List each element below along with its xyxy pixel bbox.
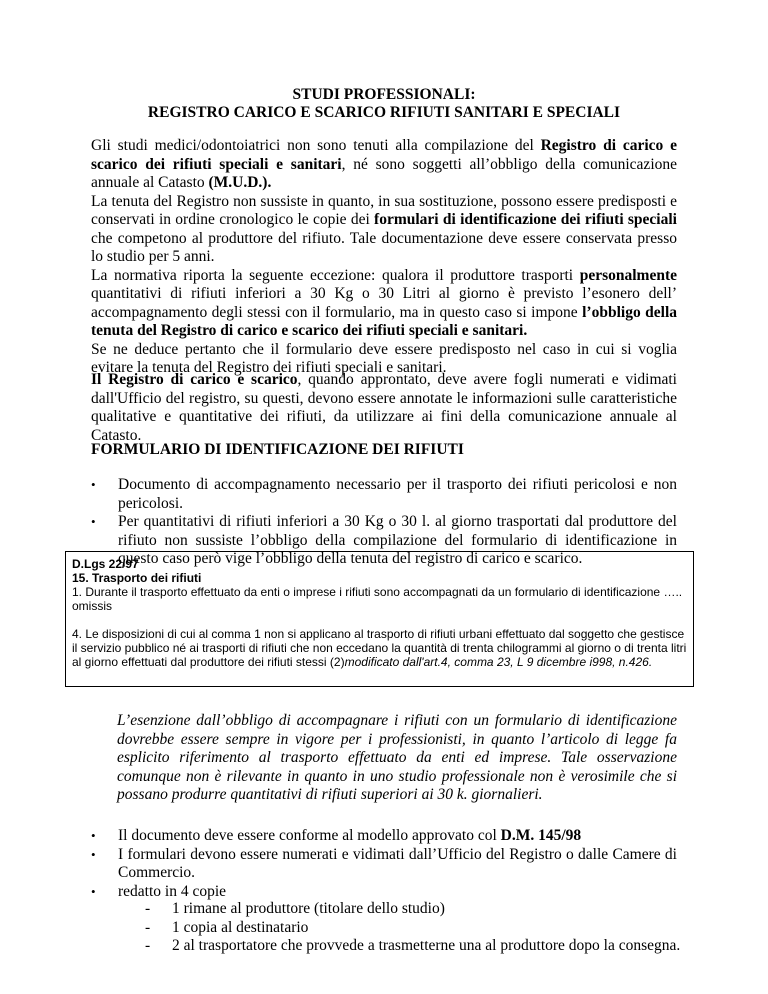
list-item: - 1 rimane al produttore (titolare dello studio) xyxy=(145,900,445,917)
bullet-icon: • xyxy=(91,883,96,899)
registro-heading-term: Il Registro di carico e scarico xyxy=(91,371,298,388)
list-item: • Il documento deve essere conforme al modello approvato col D.M. 145/98 xyxy=(91,827,582,844)
law-comma-4: 4. Le disposizioni di cui al comma 1 non si applicano al trasporto di rifiuti urbani effettuato dal soggetto che gestisce il servizio pubblico né ai trasporti di rifiuti che non eccedano la quantità di trenta chilogrammi al giorno o di trenta litri al giorno effettuati dal produttore dei rifiuti stessi (2)modificato dall'art.4, comma 23, L 9 dicembre i998, n.426. xyxy=(72,627,687,669)
list-item: • Documento di accompagnamento necessario per il trasporto dei rifiuti pericolosi e non pericolosi. xyxy=(91,476,677,512)
bullet-icon: • xyxy=(91,477,96,492)
dm-reference: D.M. 145/98 xyxy=(500,827,582,844)
registro-term: Registro di carico e scarico dei rifiuti speciali e sanitari xyxy=(91,137,677,173)
law-comma-1: 1. Durante il trasporto effettuato da enti o imprese i rifiuti sono accompagnati da un formulario di identificazione ….. omissis xyxy=(72,585,683,613)
bullet-icon: • xyxy=(91,846,96,862)
exemption-note: L’esenzione dall’obbligo di accompagnare i rifiuti con un formulario di identificazione dovrebbe essere sempre in vigore per i professionisti, in quanto l’articolo di legge fa esplicito riferimento al trasporto effettuato da enti ed imprese. Tale osservazione comunque non è rilevante in quanto in uno studio professionale non è verosimile che si possano produrre quantitativi di rifiuti superiori ai 30 k. giornalieri. xyxy=(117,712,677,803)
title-line-2: REGISTRO CARICO E SCARICO RIFIUTI SANITARI E SPECIALI xyxy=(147,104,621,121)
law-amendment-note: modificato dall'art.4, comma 23, L 9 dicembre i998, n.426. xyxy=(344,655,653,669)
personalmente-term: personalmente xyxy=(579,266,677,284)
list-item: • redatto in 4 copie xyxy=(91,882,227,900)
law-excerpt-box xyxy=(65,551,694,687)
list-item: • I formulari devono essere numerati e vidimati dall’Ufficio del Registro o dalle Camere di Commercio. xyxy=(91,845,677,881)
bullet-icon: • xyxy=(91,514,96,529)
dash-icon: - xyxy=(145,937,151,954)
list-item: • Per quantitativi di rifiuti inferiori a 30 Kg o 30 l. al giorno trasportati dal produttore del rifiuto non sussiste l’obbligo della compilazione del formulario di identificazione in questo caso però vige l’obbligo della tenuta del registro di carico e scarico. xyxy=(91,513,677,567)
formulari-term: formulari di identificazione dei rifiuti speciali xyxy=(374,211,677,228)
intro-paragraph: Gli studi medici/odontoiatrici non sono tenuti alla compilazione del Registro di carico e scarico dei rifiuti speciali e sanitari, né sono soggetti all’obbligo della comunicazione annuale al Catasto (M.U.D.). La tenuta del Registro non sussiste in quanto, in sua sostituzione, possono essere predisposti e conservati in ordine cronologico le copie dei formulari di identificazione dei rifiuti speciali che competono al produttore del rifiuto. Tale documentazione deve essere conservata presso lo studio per 5 anni. La normativa riporta la seguente eccezione: qualora il produttore trasporti personalmente quantitativi di rifiuti inferiori a 30 Kg o 30 Litri al giorno è previsto l’esonero dell’ accompagnamento degli stessi con il formulario, ma in questo caso si impone l’obbligo della tenuta del Registro di carico e scarico dei rifiuti speciali e sanitari. Se ne deduce pertanto che il formulario deve essere predisposto nel caso in cui si voglia evitare la tenuta del Registro dei rifiuti speciali e sanitari. xyxy=(91,137,678,376)
list-item: - 1 copia al destinatario xyxy=(145,918,309,936)
requirements-bullet-list xyxy=(91,827,677,901)
law-article-title: 15. Trasporto dei rifiuti xyxy=(72,571,202,585)
mud-term: (M.U.D.). xyxy=(208,174,272,191)
bullet-icon: • xyxy=(91,828,96,843)
list-item: - 2 al trasportatore che provvede a trasmetterne una al produttore dopo la consegna. xyxy=(145,937,681,954)
title-line-1: STUDI PROFESSIONALI: xyxy=(292,86,476,103)
formulario-heading: FORMULARIO DI IDENTIFICAZIONE DEI RIFIUTI xyxy=(91,441,464,458)
copies-sub-list xyxy=(145,900,685,956)
law-reference: D.Lgs 22/97 xyxy=(72,557,139,571)
obbligo-term: l’obbligo della tenuta del Registro di carico e scarico dei rifiuti speciali e sanitari. xyxy=(91,303,678,339)
dash-icon: - xyxy=(145,900,151,917)
registro-paragraph: Il Registro di carico e scarico, quando approntato, deve avere fogli numerati e vidimati dall'Ufficio del registro, su questi, devono essere annotate le informazioni sulle caratteristiche qualitative e quantitative dei rifiuti, da utilizzare ai fini della comunicazione annuale al Catasto. xyxy=(91,371,677,444)
dash-icon: - xyxy=(145,918,151,936)
